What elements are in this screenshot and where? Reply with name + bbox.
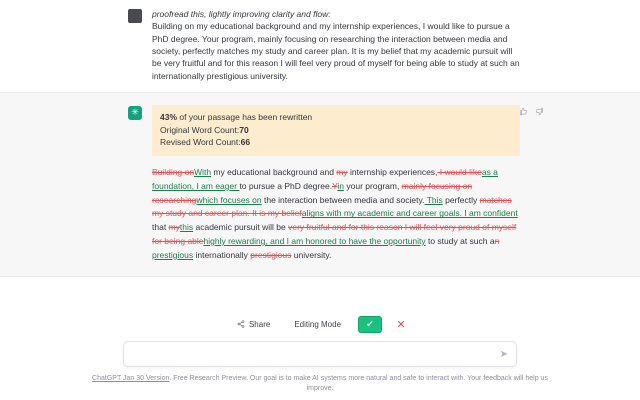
message-reactions: [519, 107, 544, 118]
user-prompt-passage: Building on my educational background and my internship experiences, I would like to pursue a PhD degree. Your program, mainly focusing on researching the interaction between media and society, perfectly matches my study and career plan. It is my belief that my academic pursuit will be very fruitful and for this reason I will feel very proud of myself for being able to study at such an internationally prestigious university.: [152, 21, 520, 81]
diff-token-keep: internationally: [193, 249, 251, 260]
user-prompt-instruction: proofread this, lightly improving clarity and flow:: [152, 9, 331, 19]
footer-disclaimer: [90, 374, 550, 394]
thumbs-down-icon[interactable]: [535, 107, 544, 118]
user-message-row: [0, 8, 640, 82]
assistant-message-block: [0, 92, 640, 278]
share-icon: [237, 320, 245, 330]
diff-token-del: my: [336, 167, 348, 178]
diff-token-ins: as a foundation,: [152, 167, 498, 191]
user-avatar: [128, 9, 142, 23]
diff-token-del: my: [168, 222, 180, 233]
diff-token-del: I would like: [437, 167, 482, 178]
original-word-count-line: [160, 124, 512, 137]
diff-token-ins: aligns with my academic and career goals. I am confident: [301, 208, 518, 219]
diff-token-ins: which focuses on: [196, 194, 262, 205]
diff-token-del: very fruitful and for this reason I will feel very proud of myself for being able: [152, 222, 517, 246]
diff-token-keep: to pursue a PhD degree.: [239, 180, 333, 191]
diff-token-keep: my educational background and: [211, 167, 337, 178]
diff-token-keep: university.: [291, 249, 332, 260]
editing-mode-button[interactable]: [287, 317, 348, 332]
revised-word-count-label: Revised Word Count:: [160, 137, 241, 148]
user-message-body: [152, 8, 520, 82]
message-composer[interactable]: [123, 341, 517, 367]
check-icon: ✔: [366, 319, 374, 330]
diff-token-del: mainly focusing on researching: [152, 180, 473, 205]
editing-mode-label: Editing Mode: [294, 320, 342, 330]
diff-token-keep: perfectly: [442, 194, 480, 205]
diff-token-ins: this: [179, 222, 194, 233]
share-button-label: Share: [248, 320, 271, 330]
diff-token-keep: your program,: [344, 180, 402, 191]
diff-token-del: Building on: [152, 167, 195, 178]
rewrite-percent-text: of your passage has been rewritten: [177, 111, 313, 122]
rewrite-percent-line: [160, 111, 512, 124]
message-input[interactable]: [132, 348, 494, 360]
original-word-count-label: Original Word Count:: [160, 124, 240, 135]
diff-token-del: n: [494, 235, 500, 246]
diff-token-del: Y: [332, 180, 338, 191]
footer-text: . Free Research Preview. Our goal is to make AI systems more natural and safe to interact with. Your feedback will help us improve.: [169, 375, 548, 393]
original-word-count-value: 70: [239, 124, 249, 135]
diff-token-ins: prestigious: [152, 249, 194, 260]
close-icon: ✕: [396, 319, 406, 332]
revised-word-count-line: [160, 136, 512, 149]
diff-token-ins: in: [337, 180, 345, 191]
diff-token-ins: This: [424, 194, 443, 205]
diff-token-keep: the interaction between media and society.: [261, 194, 425, 205]
diff-paragraph: [152, 166, 520, 262]
accept-changes-button[interactable]: [358, 316, 382, 333]
send-icon[interactable]: ➤: [499, 348, 508, 360]
diff-token-keep: that: [152, 222, 169, 233]
rewrite-percent-value: 43%: [160, 111, 178, 122]
composer-area: [0, 277, 640, 400]
rewrite-summary-card: [152, 105, 520, 156]
assistant-message-row: [0, 105, 640, 263]
diff-token-del: prestigious: [250, 249, 292, 260]
diff-token-keep: academic pursuit will be: [193, 222, 289, 233]
diff-token-del: matches my study and career plan. It is my belief: [152, 194, 512, 219]
share-button[interactable]: [230, 317, 277, 333]
editing-action-bar: [230, 316, 410, 333]
diff-token-ins: I am eager: [194, 180, 240, 191]
thumbs-up-icon[interactable]: [519, 107, 528, 118]
version-link[interactable]: ChatGPT Jan 30 Version: [92, 375, 170, 383]
user-message-block: [0, 0, 640, 92]
diff-token-keep: internship experiences,: [347, 167, 438, 178]
diff-token-keep: to study at such a: [425, 235, 495, 246]
assistant-message-body: [152, 105, 520, 263]
diff-token-ins: With: [194, 167, 212, 178]
diff-token-ins: highly rewarding, and I am honored to have the opportunity: [203, 235, 426, 246]
assistant-avatar-icon: [128, 106, 142, 120]
openai-logo-icon: ✳: [131, 107, 139, 118]
revised-word-count-value: 66: [240, 137, 251, 148]
reject-changes-button[interactable]: [392, 317, 410, 332]
